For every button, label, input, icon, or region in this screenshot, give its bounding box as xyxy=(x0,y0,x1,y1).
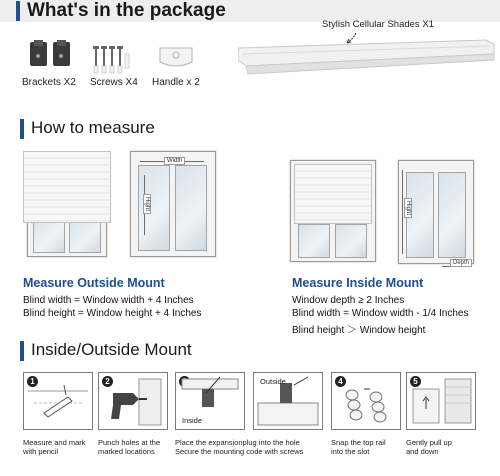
step-1-caption: Measure and mark with pencil xyxy=(23,438,86,456)
step-number: 1 xyxy=(27,376,38,387)
shade-label: Stylish Cellular Shades X1 xyxy=(322,19,434,30)
screws-label: Screws X4 xyxy=(90,77,138,88)
step-number: 4 xyxy=(335,376,346,387)
outside-line-1: Blind width = Window width + 4 Inches xyxy=(23,295,194,306)
pencil-mark-icon xyxy=(24,373,92,429)
step-4-box xyxy=(331,372,401,430)
step-5-caption: Gently pull up and down xyxy=(406,438,452,456)
outside-mount-shade-window xyxy=(23,151,111,257)
inside-mount-heading: Measure Inside Mount xyxy=(292,276,424,290)
step-1-box xyxy=(23,372,93,430)
depth-tag: Depth xyxy=(450,259,472,267)
pull-shade-icon xyxy=(407,373,475,429)
outside-line-2: Blind height = Window height + 4 Inches xyxy=(23,308,202,319)
outside-tag: Outside xyxy=(260,377,286,386)
inside-line-1: Window depth ≥ 2 Inches xyxy=(292,295,405,306)
measure-title: How to measure xyxy=(31,118,155,137)
height-tag-outside: Hight xyxy=(143,194,151,214)
step-2-box xyxy=(98,372,168,430)
height-tag-inside: Hight xyxy=(404,198,412,218)
step-5-box xyxy=(406,372,476,430)
measure-header-accent xyxy=(20,119,24,139)
step-3-outside-box xyxy=(253,372,323,430)
handle-icon xyxy=(158,42,194,70)
bracket-icon xyxy=(28,38,72,70)
package-header-accent xyxy=(16,1,20,21)
handle-label: Handle x 2 xyxy=(152,77,200,88)
step-2-caption: Punch holes at the marked locations xyxy=(98,438,161,456)
step-number: 2 xyxy=(102,376,113,387)
outside-mount-heading: Measure Outside Mount xyxy=(23,276,165,290)
step-3-inside-box xyxy=(175,372,245,430)
package-title: What's in the package xyxy=(27,0,226,21)
inside-line-3: Blind height ＞ Window height xyxy=(292,325,426,336)
brackets-label: Brackets X2 xyxy=(22,77,76,88)
mount-header-accent xyxy=(20,341,24,361)
mount-title: Inside/Outside Mount xyxy=(31,340,192,359)
screw-icon xyxy=(93,44,131,74)
step-4-caption: Snap the top rail into the slot xyxy=(331,438,386,456)
step-3-caption: Place the expansionplug into the hole Secure the mounting code with screws xyxy=(175,438,304,456)
width-tag: Width xyxy=(164,157,185,165)
inside-tag: Inside xyxy=(182,416,203,425)
cellular-shade-image xyxy=(238,38,496,78)
snap-rail-icon xyxy=(332,373,400,429)
inside-line-2: Blind width = Window width - 1/4 Inches xyxy=(292,308,469,319)
step-number: 5 xyxy=(410,376,421,387)
inside-mount-shade-window xyxy=(290,160,376,262)
drill-icon xyxy=(99,373,167,429)
